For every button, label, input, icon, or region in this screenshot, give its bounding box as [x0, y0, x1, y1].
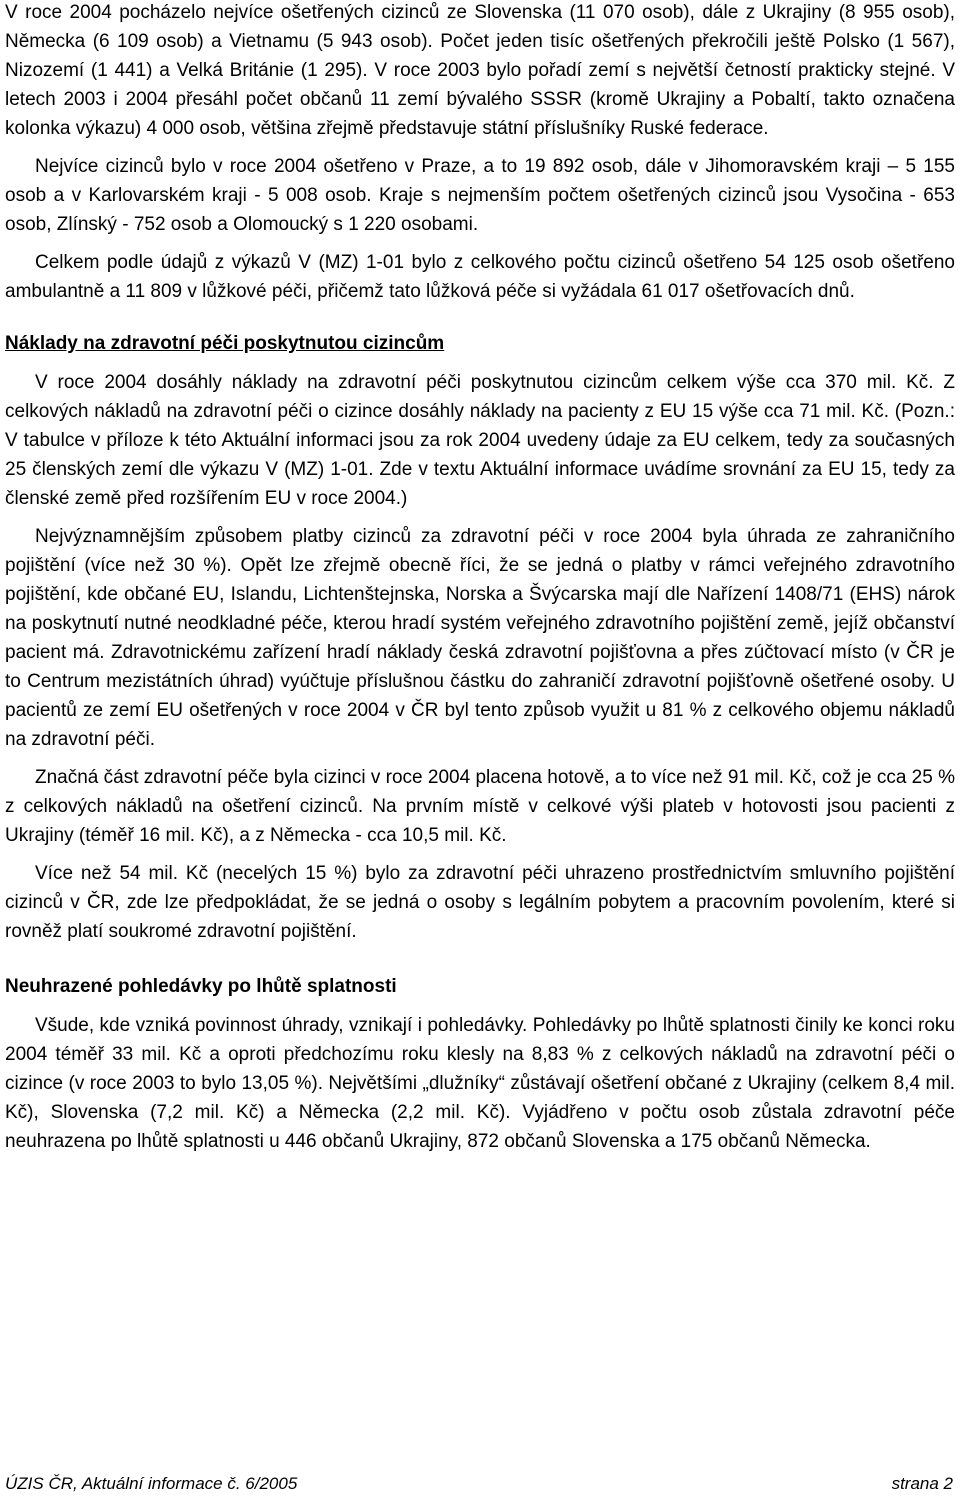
page-footer	[5, 1473, 953, 1495]
paragraph-foreigners-by-region: Nejvíce cizinců bylo v roce 2004 ošetřeno v Praze, a to 19 892 osob, dále v Jihomoravském kraji – 5 155 osob a v Karlovarském kraji - 5 008 osob. Kraje s nejmenším počtem ošetřených cizinců jsou Vysočina - 653 osob, Zlínský - 752 osob a Olomoucký s 1 220 osobami.	[5, 156, 955, 235]
paragraph-cash-payments: Značná část zdravotní péče byla cizinci v roce 2004 placena hotově, a to více než 91 mil. Kč, což je cca 25 % z celkových nákladů na ošetření cizinců. Na prvním místě v celkové výši plateb v hotovosti jsou pacienti z Ukrajiny (téměř 16 mil. Kč), a z Německa - cca 10,5 mil. Kč.	[5, 767, 955, 846]
document-page	[5, 0, 955, 1156]
paragraph-treatment-totals: Celkem podle údajů z výkazů V (MZ) 1-01 bylo z celkového počtu cizinců ošetřeno 54 125 osob ošetřeno ambulantně a 11 809 v lůžkové péči, přičemž tato lůžková péče si vyžádala 61 017 ošetřovacích dnů.	[5, 252, 955, 302]
paragraph-contract-insurance: Více než 54 mil. Kč (necelých 15 %) bylo za zdravotní péči uhrazeno prostřednictvím smluvního pojištění cizinců v ČR, zde lze předpokládat, že se jedná o osoby s legálním pobytem a pracovním povolením, které si rovněž platí soukromé zdravotní pojištění.	[5, 863, 955, 942]
paragraph-receivables: Všude, kde vzniká povinnost úhrady, vznikají i pohledávky. Pohledávky po lhůtě splatnosti činily ke konci roku 2004 téměř 33 mil. Kč a oproti předchozímu roku klesly na 8,83 % z celkových nákladů na zdravotní péči o cizince (v roce 2003 to bylo 13,05 %). Největšími „dlužníky“ zůstávají ošetření občané z Ukrajiny (celkem 8,4 mil. Kč), Slovenska (7,2 mil. Kč) a Německa (2,2 mil. Kč). Vyjádřeno v počtu osob zůstala zdravotní péče neuhrazena po lhůtě splatnosti u 446 občanů Ukrajiny, 872 občanů Slovenska a 175 občanů Německa.	[5, 1015, 955, 1152]
footer-page-number: strana 2	[891, 1474, 953, 1493]
paragraph-costs-total: V roce 2004 dosáhly náklady na zdravotní péči poskytnutou cizincům celkem výše cca 370 mil. Kč. Z celkových nákladů na zdravotní péči o cizince dosáhly náklady na pacienty z EU 15 výše cca 71 mil. Kč. (Pozn.: V tabulce v příloze k této Aktuální informaci jsou za rok 2004 uvedeny údaje za EU celkem, tedy za současných 25 členských zemí dle výkazu V (MZ) 1-01. Zde v textu Aktuální informace uvádíme srovnání za EU 15, tedy za členské země před rozšířením EU v roce 2004.)	[5, 372, 955, 509]
paragraph-foreigners-by-country: V roce 2004 pocházelo nejvíce ošetřených cizinců ze Slovenska (11 070 osob), dále z Ukrajiny (8 955 osob), Německa (6 109 osob) a Vietnamu (5 943 osob). Počet jeden tisíc ošetřených překročili ještě Polsko (1 567), Nizozemí (1 441) a Velká Británie (1 295). V roce 2003 bylo pořadí zemí s největší četností prakticky stejné. V letech 2003 i 2004 přesáhl počet občanů 11 zemí bývalého SSSR (kromě Ukrajiny a Pobaltí, takto označena kolonka výkazu) 4 000 osob, většina zřejmě představuje státní příslušníky Ruské federace.	[5, 2, 955, 139]
paragraph-payment-methods: Nejvýznamnějším způsobem platby cizinců za zdravotní péči v roce 2004 byla úhrada ze zahraničního pojištění (více než 30 %). Opět lze zřejmě obecně říci, že se jedná o platby v rámci veřejného zdravotního pojištění, kde občané EU, Islandu, Lichtenštejnska, Norska a Švýcarska mají dle Nařízení 1408/71 (EHS) nárok na poskytnutí nutné neodkladné péče, kterou hradí systém veřejného zdravotního pojištění země, jejíž občanství pacient má. Zdravotnickému zařízení hradí náklady česká zdravotní pojišťovna a přes zúčtovací místo (v ČR je to Centrum mezistátních úhrad) vyúčtuje příslušnou částku do zahraničí zdravotní pojišťovně ošetřené osoby. U pacientů ze zemí EU ošetřených v roce 2004 v ČR byl tento způsob využit u 81 % z celkového objemu nákladů na zdravotní péči.	[5, 526, 955, 750]
footer-source: ÚZIS ČR, Aktuální informace č. 6/2005	[5, 1474, 298, 1493]
section-heading-receivables: Neuhrazené pohledávky po lhůtě splatnosti	[5, 976, 397, 997]
section-heading-costs: Náklady na zdravotní péči poskytnutou cizincům	[5, 333, 445, 354]
